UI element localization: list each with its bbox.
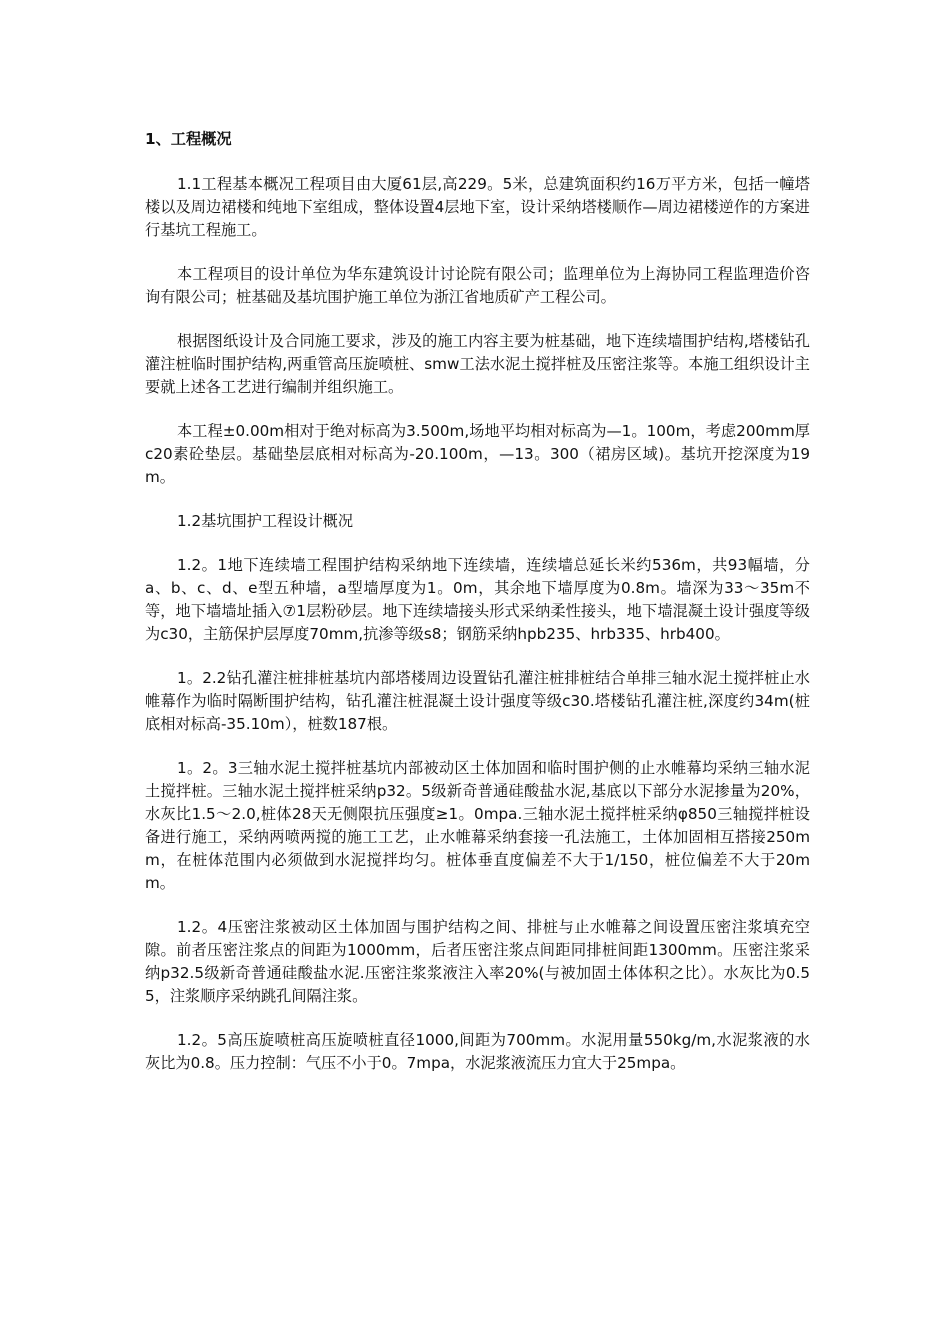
paragraph-project-overview: 1.1工程基本概况工程项目由大厦61层,高229。5米，总建筑面积约16万平方米，包括一幢塔楼以及周边裙楼和纯地下室组成，整体设置4层地下室，设计采纳塔楼顺作—周边裙楼逆作的方案进行基坑工程施工。 <box>145 175 810 239</box>
subsection-heading: 1.2基坑围护工程设计概况 <box>177 512 354 530</box>
paragraph-diaphragm-wall: 1.2。1地下连续墙工程围护结构采纳地下连续墙，连续墙总延长米约536m，共93幅墙，分a、b、c、d、e型五种墙，a型墙厚度为1。0m，其余地下墙厚度为0.8m。墙深为33～35m不等，地下墙墙址插入⑦1层粉砂层。地下连续墙接头形式采纳柔性接头，地下墙混凝土设计强度等级为c30，主筋保护层厚度70mm,抗渗等级s8；钢筋采纳hpb235、hrb335、hrb400。 <box>145 556 810 643</box>
paragraph-jet-grouting: 1.2。5高压旋喷桩高压旋喷桩直径1000,间距为700mm。水泥用量550kg/m,水泥浆液的水灰比为0.8。压力控制：气压不小于0。7mpa，水泥浆液流压力宜大于25mpa。 <box>145 1031 810 1072</box>
paragraph-construction-scope: 根据图纸设计及合同施工要求，涉及的施工内容主要为桩基础，地下连续墙围护结构,塔楼钻孔灌注桩临时围护结构,两重管高压旋喷桩、smw工法水泥土搅拌桩及压密注浆等。本施工组织设计主要就上述各工艺进行编制并组织施工。 <box>145 332 810 396</box>
paragraph-grouting: 1.2。4压密注浆被动区土体加固与围护结构之间、排桩与止水帷幕之间设置压密注浆填充空隙。前者压密注浆点的间距为1000mm，后者压密注浆点间距同排桩间距1300mm。压密注浆采纳p32.5级新奇普通硅酸盐水泥.压密注浆浆液注入率20%(与被加固土体体积之比）。水灰比为0.55，注浆顺序采纳跳孔间隔注浆。 <box>145 918 810 1005</box>
paragraph-bored-piles: 1。2.2钻孔灌注桩排桩基坑内部塔楼周边设置钻孔灌注桩排桩结合单排三轴水泥土搅拌桩止水帷幕作为临时隔断围护结构，钻孔灌注桩混凝土设计强度等级c30.塔楼钻孔灌注桩,深度约34m(桩底相对标高-35.10m），桩数187根。 <box>145 669 810 733</box>
document-body <box>145 128 810 1096</box>
paragraph-design-units: 本工程项目的设计单位为华东建筑设计讨论院有限公司；监理单位为上海协同工程监理造价咨询有限公司；桩基础及基坑围护施工单位为浙江省地质矿产工程公司。 <box>145 265 810 306</box>
paragraph-elevation: 本工程±0.00m相对于绝对标高为3.500m,场地平均相对标高为—1。100m，考虑200mm厚c20素砼垫层。基础垫层底相对标高为-20.100m，—13。300（裙房区域)。基坑开挖深度为19m。 <box>145 422 810 486</box>
paragraph-mixing-piles: 1。2。3三轴水泥土搅拌桩基坑内部被动区土体加固和临时围护侧的止水帷幕均采纳三轴水泥土搅拌桩。三轴水泥土搅拌桩采纳p32。5级新奇普通硅酸盐水泥,基底以下部分水泥掺量为20%，水灰比1.5～2.0,桩体28天无侧限抗压强度≥1。0mpa.三轴水泥土搅拌桩采纳φ850三轴搅拌桩设备进行施工，采纳两喷两搅的施工工艺，止水帷幕采纳套接一孔法施工，土体加固相互搭接250mm，在桩体范围内必须做到水泥搅拌均匀。桩体垂直度偏差不大于1/150，桩位偏差不大于20mm。 <box>145 759 810 892</box>
section-heading: 1、工程概况 <box>145 130 232 148</box>
